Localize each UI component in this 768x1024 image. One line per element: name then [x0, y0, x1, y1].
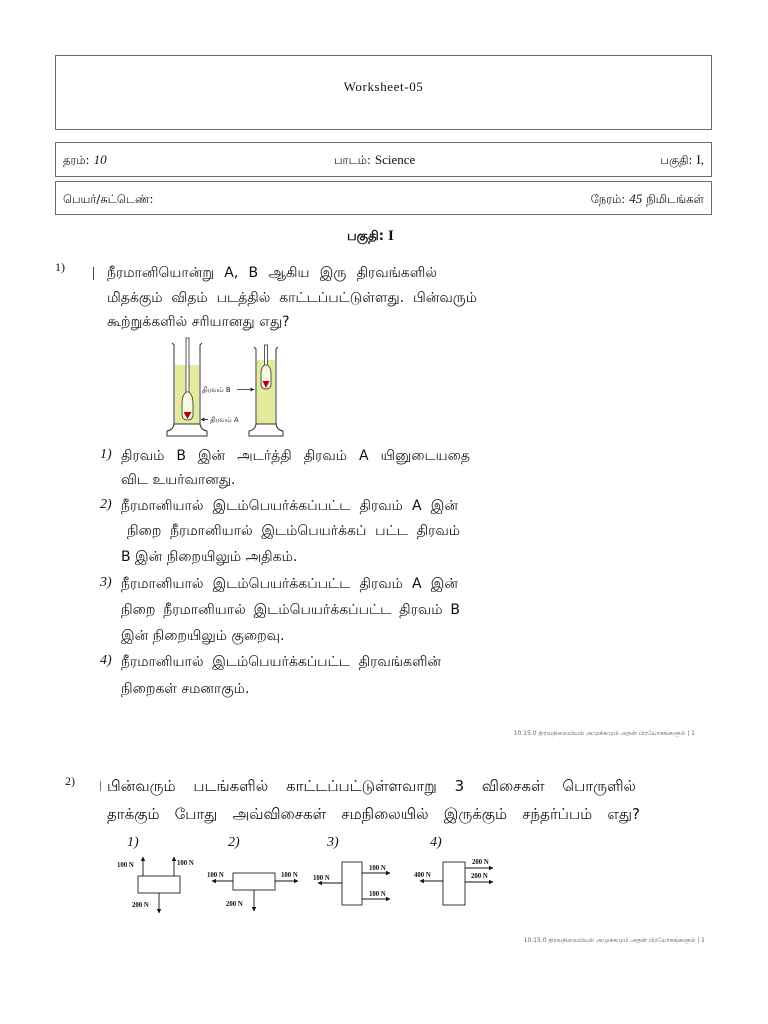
- text-cursor-mark: [93, 267, 94, 280]
- hydrometer-figure: [155, 334, 290, 442]
- force-label: 100 N: [313, 875, 330, 882]
- option-number: 2): [100, 497, 112, 512]
- grade-label: தரம்:: [63, 153, 90, 167]
- grade-value: 10: [93, 152, 107, 167]
- force-panel-3: [313, 835, 390, 905]
- question-1-stem-line: கூற்றுக்களில் சரியானது எது?: [107, 314, 290, 330]
- hydrometer-a-stem: [186, 338, 189, 393]
- force-label: 100 N: [177, 860, 194, 867]
- cylinder-b-base: [249, 424, 283, 436]
- question-1-number: 1): [55, 260, 65, 274]
- force-label: 100 N: [369, 865, 386, 872]
- liquid-a-label: திரவம் A: [210, 416, 239, 424]
- force-label: 200 N: [132, 902, 149, 909]
- option-4-line: நீரமானியால் இடம்பெயர்க்கப்பட்ட திரவங்களின்: [121, 654, 441, 670]
- section-label: பகுதி:: [347, 229, 385, 244]
- name-field: [63, 190, 154, 208]
- option-2-line: B இன் நிறையிலும் அதிகம்.: [121, 549, 298, 565]
- panel-label: 1): [127, 835, 139, 850]
- force-label: 100 N: [207, 872, 224, 879]
- object-block: [443, 862, 465, 905]
- panel-label: 2): [228, 835, 240, 850]
- cylinder-a-left-wall: [172, 343, 174, 424]
- option-2-line: நிறை நீரமானியால் இடம்பெயர்க்கப் பட்ட திரவம்: [127, 523, 460, 539]
- text-cursor-mark: [100, 781, 101, 791]
- option-number: 4): [100, 653, 112, 668]
- option-3-line: நிறை நீரமானியால் இடம்பெயர்க்கப்பட்ட திரவம் B: [121, 602, 460, 618]
- force-label: 200 N: [472, 859, 489, 866]
- force-label: 200 N: [471, 873, 488, 880]
- option-1-line: விட உயர்வானது.: [121, 472, 236, 488]
- option-3-line: இன் நிறையிலும் குறைவு.: [121, 628, 285, 644]
- force-label: 100 N: [281, 872, 298, 879]
- info-row-name-time: [55, 181, 712, 215]
- info-row-grade-subject: [55, 142, 712, 177]
- option-number: 3): [100, 575, 112, 590]
- question-1-stem-line: நீரமானியொன்று A, B ஆகிய இரு திரவங்களில்: [107, 265, 437, 281]
- liquid-b-label: திரவம் B: [202, 386, 231, 394]
- option-3-line: நீரமானியால் இடம்பெயர்க்கப்பட்ட திரவம் A இன்: [121, 576, 458, 592]
- question-1-stem-line: மிதக்கும் விதம் படத்தில் காட்டப்பட்டுள்ளது. பின்வரும்: [107, 290, 477, 306]
- grade-field: [63, 151, 107, 169]
- force-panel-2: [207, 835, 298, 911]
- force-label: 100 N: [369, 891, 386, 898]
- force-panel-1: [117, 835, 194, 913]
- force-panel-4: [414, 835, 493, 905]
- cylinder-a-right-wall: [200, 343, 202, 424]
- force-label: 100 N: [117, 862, 134, 869]
- force-label: 200 N: [226, 901, 243, 908]
- panel-label: 4): [430, 835, 442, 850]
- hydrometer-b-stem: [265, 345, 268, 366]
- time-field: [591, 190, 704, 208]
- force-label: 400 N: [414, 872, 431, 879]
- time-unit: நிமிடங்கள்: [646, 192, 704, 206]
- object-block: [233, 873, 275, 890]
- section-value: I: [388, 228, 394, 244]
- subject-field: [334, 151, 415, 169]
- title-box: [55, 55, 712, 130]
- panel-label: 3): [327, 835, 339, 850]
- hydrometer-b: [261, 345, 271, 389]
- time-value: 45: [629, 191, 643, 206]
- cylinder-b-right-wall: [276, 347, 278, 424]
- object-block: [342, 862, 362, 905]
- force-diagrams-figure: [105, 830, 515, 920]
- page-footer: 10.15.0 திரவநிலையியல் அமுக்கமும் அதன் பிரயோகங்களும் | 1: [523, 937, 705, 944]
- section-title: [347, 227, 394, 245]
- cylinder-b-left-wall: [254, 347, 256, 424]
- option-2-line: நீரமானியால் இடம்பெயர்க்கப்பட்ட திரவம் A இன்: [121, 498, 458, 514]
- option-4-line: நிறைகள் சமனாகும்.: [121, 681, 250, 697]
- subject-value: Science: [374, 152, 416, 167]
- cylinder-a-base: [167, 424, 207, 436]
- part-label: பகுதி:: [660, 153, 693, 167]
- name-label: பெயர்/சுட்டெண்:: [63, 192, 154, 206]
- part-field: [660, 151, 704, 169]
- option-number: 1): [100, 447, 112, 462]
- object-block: [138, 876, 180, 893]
- question-2-stem-line: பின்வரும் படங்களில் காட்டப்பட்டுள்ளவாறு 3 விசைகள் பொருளில்: [107, 777, 636, 795]
- question-2-stem-line: தாக்கும் போது அவ்விசைகள் சமநிலையில் இருக்கும் சந்தர்ப்பம் எது?: [107, 805, 640, 823]
- part-value: I,: [696, 152, 704, 167]
- worksheet-title: Worksheet-05: [343, 79, 424, 94]
- page-footer: 10.15.0 திரவநிலையியல் அமுக்கமும் அதன் பிரயோகங்களும் | 1: [513, 730, 695, 737]
- question-2-number: 2): [65, 774, 75, 788]
- option-1-line: திரவம் B இன் அடர்த்தி திரவம் A யினுடையதை: [121, 448, 470, 464]
- time-label: நேரம்:: [590, 192, 626, 206]
- subject-label: பாடம்:: [334, 153, 371, 167]
